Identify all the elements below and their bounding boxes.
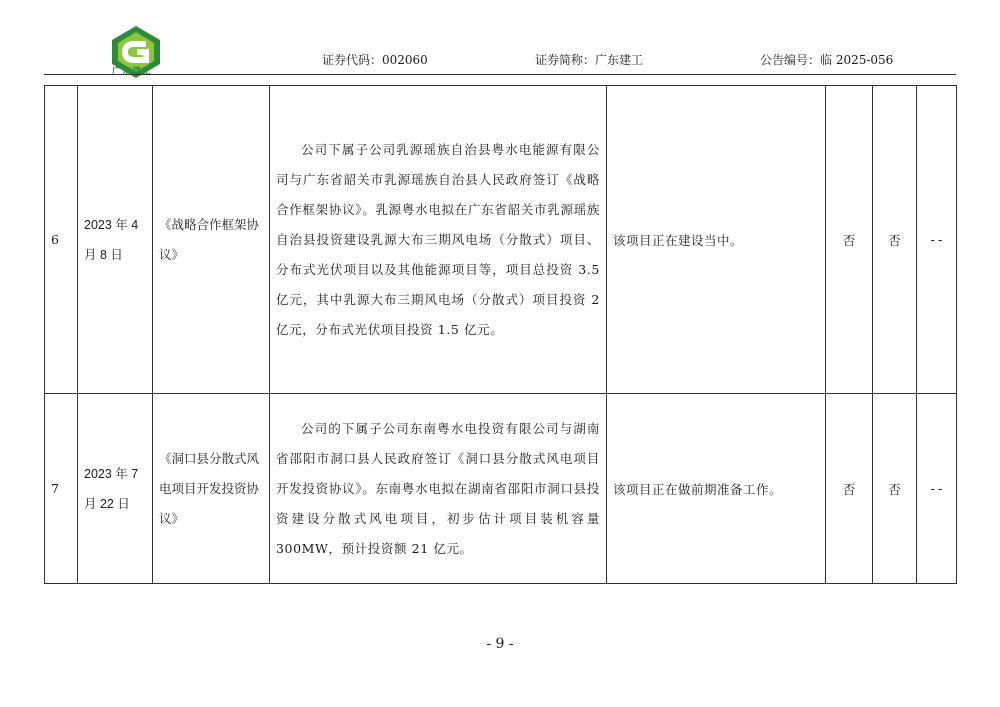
row-number: 7 — [45, 394, 78, 584]
yes-no-cell: 否 — [826, 86, 873, 394]
description-text: 公司下属子公司乳源瑶族自治县粤水电能源有限公司与广东省韶关市乳源瑶族自治县人民政府签订《战略合作框架协议》。乳源粤水电拟在广东省韶关市乳源瑶族自治县投资建设乳源大布三期风电场（分散式）项目、分布式光伏项目以及其他能源项目等，项目总投资 3.5 亿元，其中乳源大布三期风电场（分散式）项目投资 2 亿元，分布式光伏项目投资 1.5 亿元。 — [276, 141, 600, 337]
stock-abbreviation: 证券简称：广东建工 — [535, 53, 644, 67]
description-text: 公司的下属子公司东南粤水电投资有限公司与湖南省邵阳市洞口县人民政府签订《洞口县分散式风电项目开发投资协议》。东南粤水电拟在湖南省邵阳市洞口县投资建设分散式风电项目，初步估计项目装机容量 300MW，预计投资额 21 亿元。 — [276, 420, 600, 556]
progress-status: 该项目正在做前期准备工作。 — [607, 394, 826, 584]
agreement-name: 《战略合作框架协议》 — [153, 86, 270, 394]
header-divider — [44, 74, 956, 75]
yes-no-cell: 否 — [826, 394, 873, 584]
dash-cell: -- — [917, 86, 957, 394]
notice-number: 公告编号：临 2025-056 — [760, 53, 894, 67]
signing-date: 2023 年 7 月 22 日 — [78, 394, 153, 584]
stock-code: 证券代码：002060 — [322, 53, 428, 67]
page-number: - 9 - — [486, 636, 514, 652]
row-number: 6 — [45, 86, 78, 394]
logo-text: 广东建工 — [112, 67, 153, 77]
agreement-description — [270, 86, 607, 394]
dash-cell: -- — [917, 394, 957, 584]
table-row — [45, 394, 957, 584]
signing-date: 2023 年 4 月 8 日 — [78, 86, 153, 394]
table-row — [45, 86, 957, 394]
agreement-description — [270, 394, 607, 584]
progress-status: 该项目正在建设当中。 — [607, 86, 826, 394]
yes-no-cell: 否 — [873, 86, 917, 394]
agreements-table — [44, 85, 957, 584]
yes-no-cell: 否 — [873, 394, 917, 584]
agreement-name: 《洞口县分散式风电项目开发投资协议》 — [153, 394, 270, 584]
